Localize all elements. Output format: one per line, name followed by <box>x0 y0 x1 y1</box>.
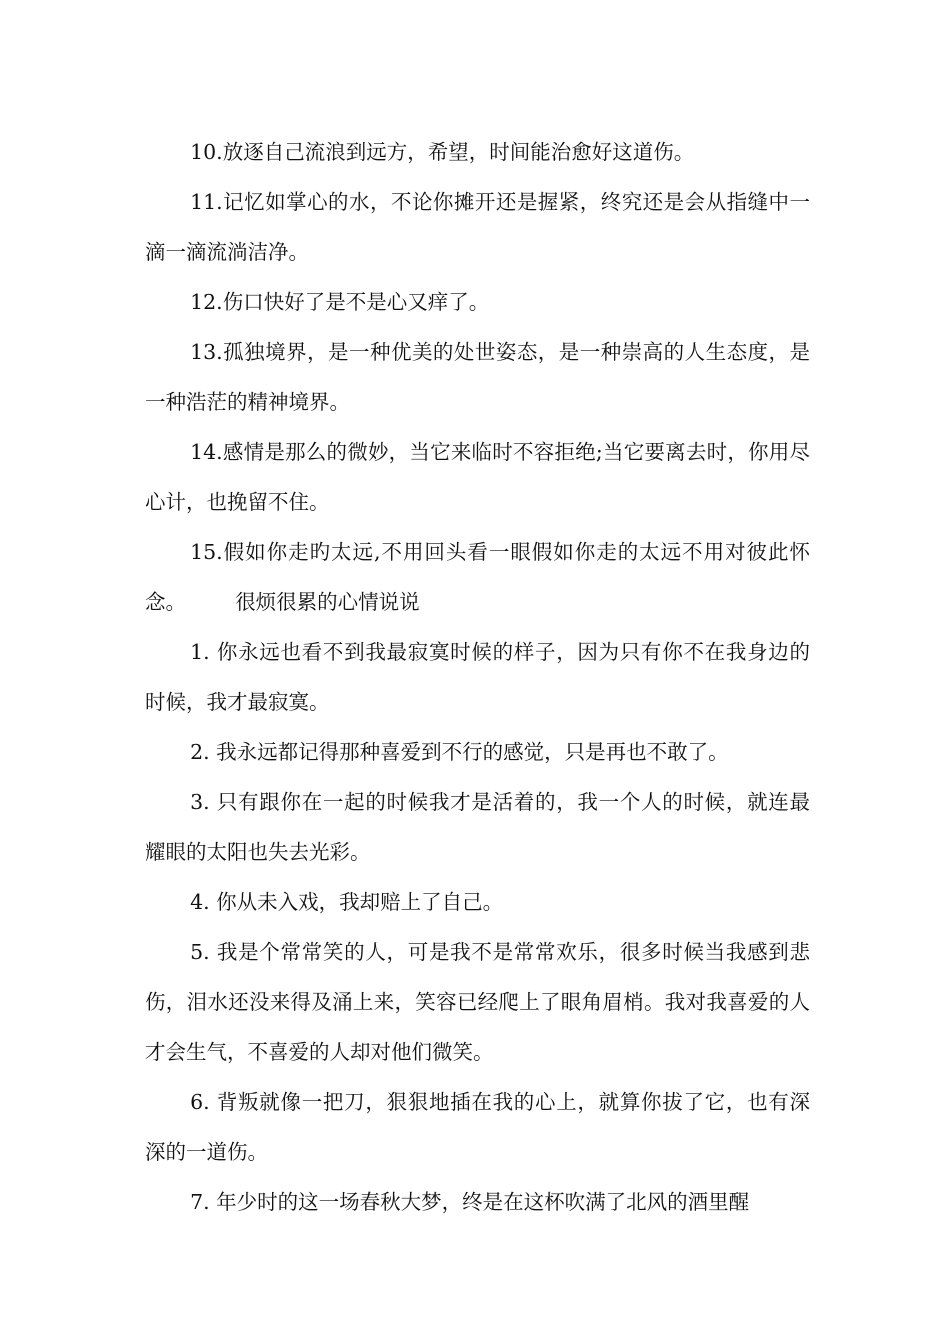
section-heading: 很烦很累的心情说说 <box>235 590 420 614</box>
list-item-2: 2. 我永远都记得那种喜爱到不行的感觉，只是再也不敢了。 <box>190 740 729 764</box>
list-item-6: 6. 背叛就像一把刀，狠狠地插在我的心上，就算你拔了它，也有深深的一道伤。 <box>145 1090 810 1164</box>
list-item-4: 4. 你从未入戏，我却赔上了自己。 <box>190 890 504 914</box>
paragraph-13: 13.孤独境界，是一种优美的处世姿态，是一种崇高的人生态度，是一种浩茫的精神境界。 <box>145 340 810 414</box>
paragraph-15-text: 15.假如你走旳太远,不用回头看一眼假如你走的太远不用对彼此怀念。 <box>145 540 810 614</box>
document-body <box>145 127 810 1227</box>
list-item-1: 1. 你永远也看不到我最寂寞时候的样子，因为只有你不在我身边的时候，我才最寂寞。 <box>145 640 810 714</box>
list-item-7: 7. 年少时的这一场春秋大梦，终是在这杯吹满了北风的酒里醒 <box>190 1190 750 1214</box>
paragraph-12: 12.伤口快好了是不是心又痒了。 <box>190 290 490 314</box>
list-item-5: 5. 我是个常常笑的人，可是我不是常常欢乐，很多时候当我感到悲伤，泪水还没来得及涌上来，笑容已经爬上了眼角眉梢。我对我喜爱的人才会生气，不喜爱的人却对他们微笑。 <box>145 940 810 1064</box>
list-item-3: 3. 只有跟你在一起的时候我才是活着的，我一个人的时候，就连最耀眼的太阳也失去光彩。 <box>145 790 810 864</box>
paragraph-15 <box>145 527 810 627</box>
paragraph-10: 10.放逐自己流浪到远方，希望，时间能治愈好这道伤。 <box>190 140 695 164</box>
paragraph-11: 11.记忆如掌心的水，不论你摊开还是握紧，终究还是会从指缝中一滴一滴流淌洁净。 <box>145 190 810 264</box>
paragraph-14: 14.感情是那么的微妙，当它来临时不容拒绝;当它要离去时，你用尽心计，也挽留不住。 <box>145 440 810 514</box>
